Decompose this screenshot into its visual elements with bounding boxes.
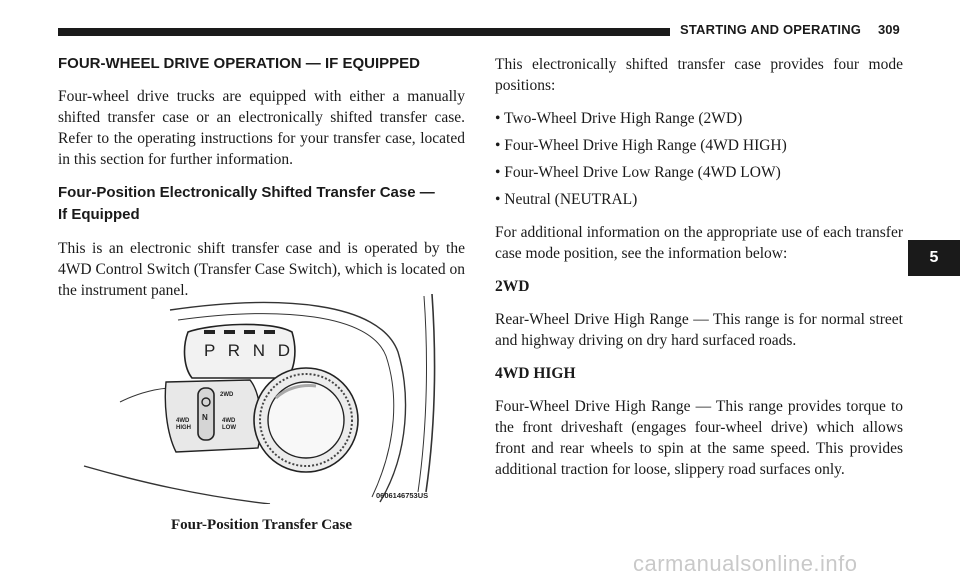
label-4wd-low-line1: 4WD [222,418,236,424]
modes-intro: This electronically shifted transfer case provides four mode positions: [495,56,903,94]
section-title: FOUR-WHEEL DRIVE OPERATION — IF EQUIPPED [58,55,420,72]
label-2wd: 2WD [220,392,234,398]
right-column [495,54,903,492]
transfer-case-illustration [80,292,446,504]
mode-item-4wd-low: • Four-Wheel Drive Low Range (4WD LOW) [495,164,781,181]
figure-caption: Four-Position Transfer Case [170,517,353,533]
gear-dash-n [244,330,255,334]
subsection-title-line2: If Equipped [58,206,140,223]
mode-item-neutral: • Neutral (NEUTRAL) [495,191,638,208]
watermark: carmanualsonline.info [633,551,858,576]
intro-paragraph: Four-wheel drive trucks are equipped with either a manually shifted transfer case or an electronically shifted transfer case. Refer to the operating instructions for your transfer case, located in this section for further information. [58,88,465,168]
label-4wd-high-line2: HIGH [176,425,191,431]
mode-item-2wd: • Two-Wheel Drive High Range (2WD) [495,110,743,127]
page-number: 309 [878,22,900,37]
text-2wd: Rear-Wheel Drive High Range — This range is for normal street and highway driving on dry hard surfaced roads. [495,311,903,349]
figure-code: 0606146753US [376,491,429,500]
header-rule [58,28,670,36]
chapter-tab: 5 [908,240,960,276]
gear-indicator-text: P R N D [204,341,295,360]
label-4wd-high-line1: 4WD [176,418,190,424]
heading-2wd: 2WD [495,278,530,295]
additional-info: For additional information on the appropriate use of each transfer case mode position, see the information below: [495,224,903,262]
label-4wd-low-line2: LOW [222,425,236,431]
subsection-title-line1: Four-Position Electronically Shifted Transfer Case — [58,184,435,201]
heading-4wd-high: 4WD HIGH [495,365,576,382]
gear-dash-d [264,330,275,334]
mode-list [495,108,903,210]
left-column [58,54,465,313]
subsection-paragraph: This is an electronic shift transfer case and is operated by the 4WD Control Switch (Transfer Case Switch), which is located on the instrument panel. [58,240,465,299]
switch-bottom-glyph: N [202,413,208,422]
gear-dash-r [224,330,235,334]
transfer-case-figure [80,292,446,504]
running-header-title: STARTING AND OPERATING [680,22,862,37]
text-4wd-high: Four-Wheel Drive High Range — This range provides torque to the front driveshaft (engages four-wheel drive) which allows front and rear wheels to spin at the same speed. This provides additional traction for loose, slippery road surfaces only. [495,398,903,478]
gear-dash-p [204,330,215,334]
mode-item-4wd-high: • Four-Wheel Drive High Range (4WD HIGH) [495,137,787,154]
subsection-title [58,182,465,226]
